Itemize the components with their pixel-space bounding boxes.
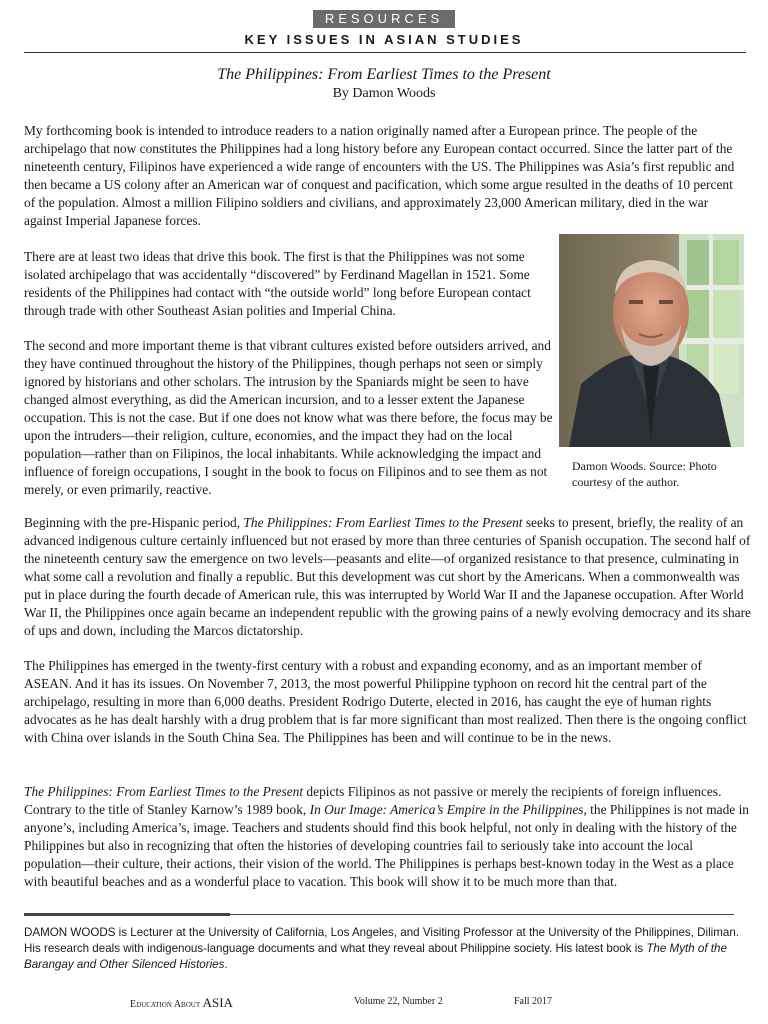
section-subtitle: KEY ISSUES IN ASIAN STUDIES <box>244 32 524 47</box>
paragraph-6-book-title: The Philippines: From Earliest Times to the Present <box>24 784 304 799</box>
paragraph-6-karnow-title: In Our Image: America’s Empire in the Philippines <box>309 802 584 817</box>
paragraph-6-a: depicts Filipinos as not passive or merely the recipients of foreign influences. Contrary to the title of Stanley Karnow’s 1989 book, <box>24 784 722 817</box>
bio-rule-thick <box>24 913 230 916</box>
paragraph-4 <box>24 514 752 640</box>
paragraph-4-start: Beginning with the pre-Hispanic period, <box>24 515 244 530</box>
author-bio-end: . <box>224 958 228 971</box>
paragraph-4-book-title: The Philippines: From Earliest Times to the Present <box>243 515 523 530</box>
photo-caption: Damon Woods. Source: Photo courtesy of the author. <box>572 459 717 489</box>
footer-magazine-prefix: Education About <box>130 999 203 1010</box>
footer-magazine <box>130 995 233 1011</box>
author-bio <box>24 925 744 973</box>
bio-rule-thin <box>230 914 734 915</box>
section-banner: RESOURCES <box>313 10 455 28</box>
paragraph-4-rest: seeks to present, briefly, the reality of an advanced indigenous culture certainly influenced but not erased by more than three centuries of Spanish occupation. The second half of the nineteenth century saw the emergence on two levels—peasants and elite—of organized resistance to that presence, culminating in what some call a revolution and finally a republic. But this development was cut short by the Americans. When a commonwealth was put in place during the fourth decade of American rule, this was interrupted by World War II and the Japanese occupation. After World War II, the Philippines once again became an independent republic with the growing pains of a newly evolving democracy and its share of ups and down, including the Marcos dictatorship. <box>24 515 751 638</box>
footer-date: Fall 2017 <box>514 996 553 1007</box>
paragraph-5: The Philippines has emerged in the twenty-first century with a robust and expanding economy, and as an important member of ASEAN. And it has its issues. On November 7, 2013, the most powerful Philippine typhoon on record hit the central part of the archipelago, resulting in more than 6,000 deaths. President Rodrigo Duterte, elected in 2016, has caught the eye of human rights advocates as he has dealt harshly with a drug problem that is far more significant than most realized. Then there is the ongoing conflict with China over islands in the South China Sea. The Philippines has been and will continue to be in the news. <box>24 658 747 745</box>
footer-volume: Volume 22, Number 2 <box>354 996 443 1007</box>
paragraph-6-b: , the Philippines is not made in anyone’s, including America’s, image. Teachers and students should find this book helpful, not only in dealing with the history of the Philippines but also in recognizing that often the histories of developing countries fail to seriously take into account the local population—their culture, their actions, their vision of the world. The Philippines is perhaps best-known today in the West as a place with beautiful beaches and as a wonderful place to vacation. This book will show it to be much more than that. <box>24 802 749 889</box>
author-bio-text: DAMON WOODS is Lecturer at the University of California, Los Angeles, and Visiting Professor at the University of the Philippines, Diliman. His research deals with indigenous-language documents and what they reveal about Philippine society. His latest book is <box>24 926 740 955</box>
author-bio-book: The Myth of the Barangay and Other Silenced Histories <box>24 942 727 971</box>
footer-magazine-asia: ASIA <box>202 995 233 1010</box>
author-photo <box>559 234 744 447</box>
paragraph-1: My forthcoming book is intended to introduce readers to a nation originally named after a European prince. The people of the archipelago that now constitutes the Philippines had a long history before any European contact occurred. Since the latter part of the nineteenth century, Filipinos have experienced a wide range of encounters with the US. The Philippines was Asia’s first republic and then became a US colony after an American war of conquest and pacification, which some argue resulted in the deaths of 10 percent of the population. Almost a million Filipino soldiers and civilians, and approximately 23,000 American military, died in the war against Imperial Japanese forces. <box>24 123 735 228</box>
paragraph-6 <box>24 783 752 891</box>
paragraph-3: The second and more important theme is that vibrant cultures existed before outsiders arrived, and they have continued throughout the history of the Philippines, though perhaps not seen or simply ignored by historians and other scholars. The intrusion by the Spaniards might be seen to have changed almost everything, as did the American incursion, and to a lesser extent the Japanese occupation. This is not the case. But if one does not know what was there before, the focus may be upon the intruders—their religion, culture, economies, and the impact they had on the local population—rather than on Filipinos, the local inhabitants. While acknowledging the impact and influence of foreign occupations, I sought in the book to focus on Filipinos and to see them as not merely, or even primarily, reactive. <box>24 338 553 497</box>
article-title: The Philippines: From Earliest Times to the Present <box>217 66 551 83</box>
header-rule <box>24 52 746 53</box>
article-byline: By Damon Woods <box>332 86 436 101</box>
paragraph-2: There are at least two ideas that drive this book. The first is that the Philippines was not some isolated archipelago that was accidentally “discovered” by Ferdinand Magellan in 1521. Some residents of the Philippines had contact with “the outside world” long before European contact through trade with other Southeast Asian polities and Imperial China. <box>24 249 531 318</box>
